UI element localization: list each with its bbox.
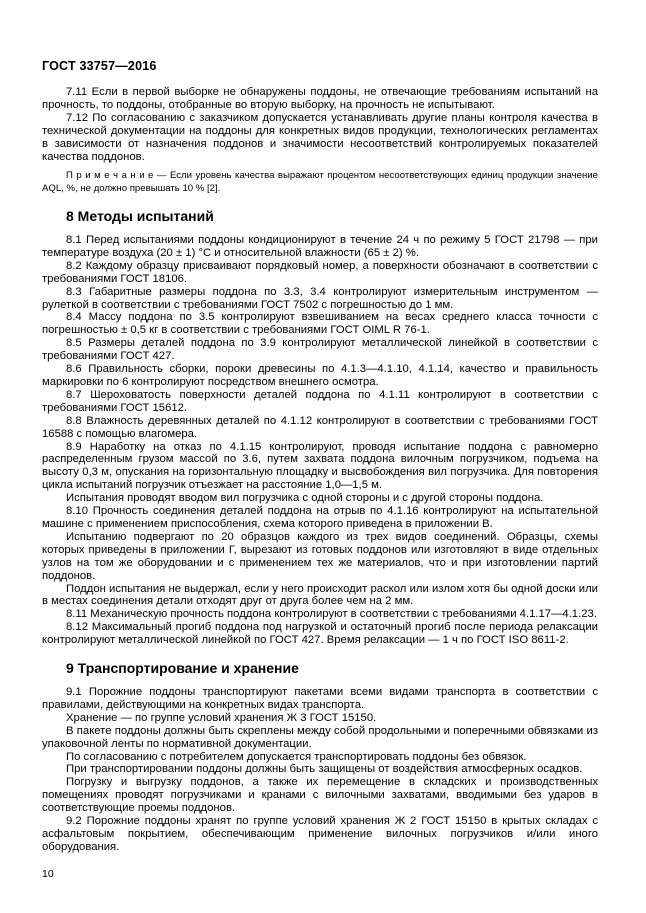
paragraph-8-11: 8.11 Механическую прочность поддона контролируют в соответствии с требованиями 4.1.17—4.1.23. (66, 608, 597, 621)
paragraph-9-1-loading: Погрузку и выгрузку поддонов, а также их перемещение в складских и производственных помещениях проводят погрузчиками и кранами с вилочными захватами, вводимыми без ударов в соответствующие проемы поддонов. (42, 776, 598, 815)
paragraph-7-11: 7.11 Если в первой выборке не обнаружены поддоны, не отвечающие требованиям испытаний на прочность, то поддоны, отобранные во вторую выборку, на прочность не испытывают. (42, 86, 598, 111)
paragraph-9-1-precipitation: При транспортировании поддоны должны быть защищены от воздействия атмосферных осадков. (66, 763, 583, 776)
paragraph-7-12: 7.12 По согласованию с заказчиком допускается устанавливать другие планы контроля качества в технической документации на поддоны для конкретных видов продукции, технологических регламентах в зависимости от назначения поддонов и значимости несоответствий контролируемых показателей качества поддонов. (42, 111, 598, 163)
paragraph-8-3: 8.3 Габаритные размеры поддона по 3.3, 3.4 контролируют измерительным инструментом — рулеткой в соответствии с требованиями ГОСТ 7502 с погрешностью до 1 мм. (42, 285, 598, 311)
paragraph-8-9: 8.9 Наработку на отказ по 4.1.15 контролируют, проводя испытание поддона с равномерно распределенным грузом массой по 3.6, путем захвата поддона вилочным погрузчиком, подъема на высоту 0,3 м, опускания на горизонтальную площадку и высвобождения вил погрузчика. Для повторения цикла испытаний погрузчик отъезжает на расстояние 1,0—1,5 м. (42, 440, 598, 492)
page-number: 10 (42, 867, 54, 880)
paragraph-9-1: 9.1 Порожние поддоны транспортируют пакетами всеми видами транспорта в соответствии с правилами, действующими на конкретных видах транспорта. (42, 686, 598, 711)
paragraph-9-1-strapping: В пакете поддоны должны быть скреплены между собой продольными и поперечными обвязками из упаковочной ленты по нормативной документации. (42, 724, 598, 750)
paragraph-8-7: 8.7 Шероховатость поверхности деталей поддона по 4.1.11 контролируют в соответствии с требованиями ГОСТ 15612. (42, 388, 598, 414)
paragraph-8-4: 8.4 Массу поддона по 3.5 контролируют взвешиванием на весах среднего класса точности с погрешностью ± 0,5 кг в соответствии с требованиями ГОСТ OIML R 76-1. (42, 311, 598, 337)
paragraph-9-1-no-strapping: По согласованию с потребителем допускается транспортировать поддоны без обвязок. (66, 750, 527, 763)
paragraph-9-1-storage-group: Хранение — по группе условий хранения Ж 3 ГОСТ 15150. (66, 711, 377, 724)
paragraph-8-12: 8.12 Максимальный прогиб поддона под нагрузкой и остаточный прогиб после периода релаксации контролируют металлической линейкой по ГОСТ 427. Время релаксации — 1 ч по ГОСТ ISO 8611-2. (42, 621, 598, 647)
paragraph-8-5: 8.5 Размеры деталей поддона по 3.9 контролируют металлической линейкой в соответствии с требованиями ГОСТ 427. (42, 337, 598, 363)
paragraph-8-9-continuation: Испытания проводят вводом вил погрузчика с одной стороны и с другой стороны поддона. (66, 492, 544, 505)
paragraph-8-10-failure: Поддон испытания не выдержал, если у него происходит раскол или излом хотя бы одной доски или в местах соединения детали отходят друг от друга более чем на 2 мм. (42, 582, 598, 608)
paragraph-8-10: 8.10 Прочность соединения деталей поддона на отрыв по 4.1.16 контролируют на испытательной машине с применением приспособления, схема которого приведена в приложении В. (42, 505, 598, 530)
document-body (42, 86, 598, 854)
paragraph-8-2: 8.2 Каждому образцу присваивают порядковый номер, а поверхности обозначают в соответствии с требованиями ГОСТ 18106. (42, 259, 598, 285)
heading-test-methods: 8 Методы испытаний (66, 208, 214, 225)
paragraph-8-8: 8.8 Влажность деревянных деталей по 4.1.12 контролируют в соответствии с требованиями ГОСТ 16588 с помощью влагомера. (42, 414, 598, 440)
running-header: ГОСТ 33757—2016 (42, 59, 157, 73)
note-aql: П р и м е ч а н и е — Если уровень качества выражают процентом несоответствующих единиц продукции значение AQL, %, не должно превышать 10 % [2]. (42, 170, 598, 194)
paragraph-8-1: 8.1 Перед испытаниями поддоны кондиционируют в течение 24 ч по режиму 5 ГОСТ 21798 — при температуре воздуха (20 ± 1) °С и относительной влажности (65 ± 2) %. (42, 234, 598, 259)
heading-transport-storage: 9 Транспортирование и хранение (66, 660, 299, 677)
paragraph-9-2: 9.2 Порожние поддоны хранят по группе условий хранения Ж 2 ГОСТ 15150 в крытых складах с асфальтовым покрытием, обеспечивающим применение вилочных погрузчиков и/или иного оборудования. (42, 815, 598, 853)
paragraph-8-6: 8.6 Правильность сборки, пороки древесины по 4.1.3—4.1.10, 4.1.14, качество и правильность маркировки по 6 контролируют посредством внешнего осмотра. (42, 363, 598, 388)
paragraph-8-10-samples: Испытанию подвергают по 20 образцов каждого из трех видов соединений. Образцы, схемы которых приведены в приложении Г, вырезают из готовых поддонов или изготовляют в виде отдельных узлов на том же оборудовании и с применением тех же материалов, что и при изготовлении партий поддонов. (42, 530, 598, 582)
